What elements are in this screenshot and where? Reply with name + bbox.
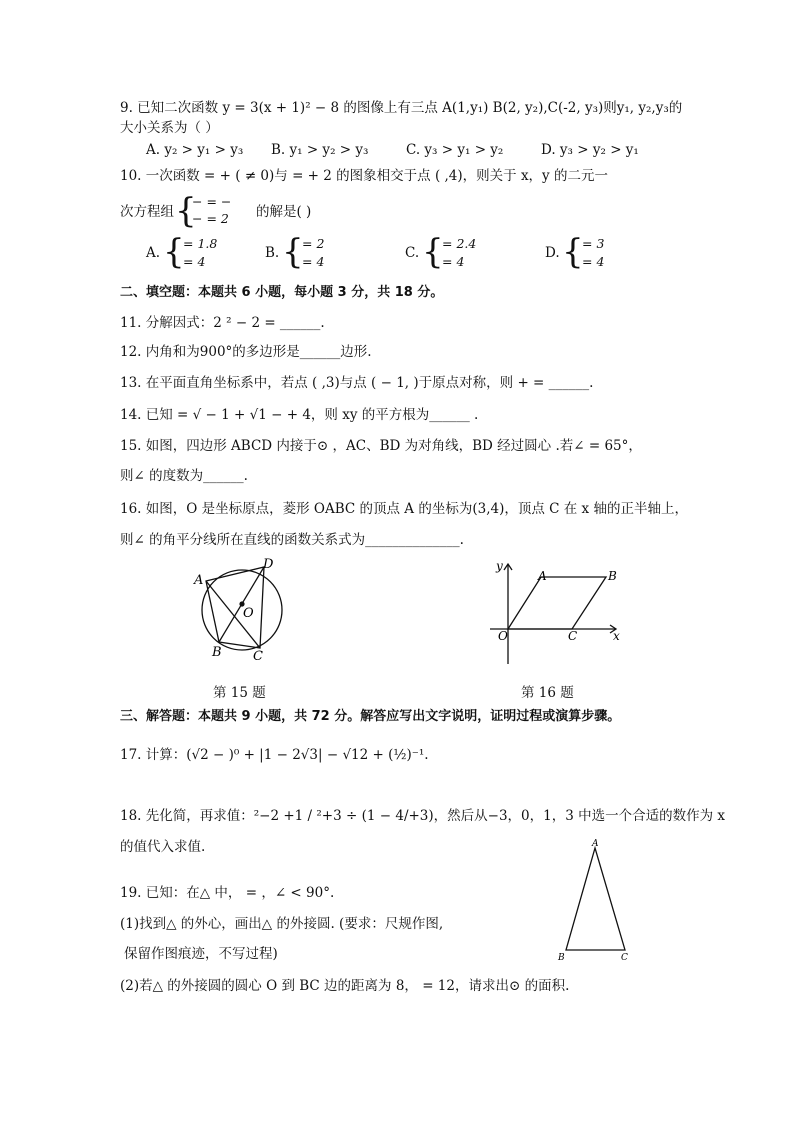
q16-line1: 16. 如图，O 是坐标原点，菱形 OABC 的顶点 A 的坐标为(3,4)，顶点 C 在 x 轴的正半轴上，: [120, 501, 688, 517]
q10-option-c-top: = 2.4: [442, 236, 477, 251]
q19-line2: (1)找到△ 的外心，画出△ 的外接圆. (要求：尺规作图,: [120, 916, 444, 932]
q13: 13. 在平面直角坐标系中，若点 ( ,3)与点 ( − 1, )于原点对称，则 + = ______.: [120, 375, 594, 391]
q10-option-d-label: D.: [545, 245, 560, 261]
q10-option-a-top: = 1.8: [183, 236, 218, 251]
fig16-label-x: x: [613, 629, 620, 643]
fig19-label-c: C: [621, 953, 628, 963]
q10-option-d-top: = 3: [582, 236, 605, 251]
fig16-label-a: A: [538, 569, 547, 583]
q12: 12. 内角和为900°的多边形是______边形.: [120, 344, 372, 360]
fig19-label-a: A: [592, 839, 599, 849]
q10-option-d-brace: {: [562, 232, 584, 272]
fig15-label-a: A: [194, 573, 204, 588]
q11: 11. 分解因式：2 ² − 2 = ______.: [120, 315, 325, 331]
q19-line4: (2)若△ 的外接圆的圆心 O 到 BC 边的距离为 8， = 12，请求出⊙ 的面积.: [120, 978, 570, 994]
figure-15-caption: 第 15 题: [213, 685, 266, 701]
q10-prefix: 次方程组: [120, 204, 174, 220]
q10-option-a-brace: {: [163, 232, 185, 272]
q10-option-b-brace: {: [282, 232, 304, 272]
q9-line1: 9. 已知二次函数 y = 3(x + 1)² − 8 的图像上有三点 A(1,y₁) B(2, y₂),C(-2, y₃)则y₁, y₂,y₃的: [120, 100, 683, 116]
q17: 17. 计算：(√2 − )⁰ + |1 − 2√3| − √12 + (½)⁻¹.: [120, 747, 429, 763]
q10-option-a-label: A.: [146, 245, 161, 261]
fig16-label-o: O: [498, 629, 508, 643]
fig15-label-c: C: [253, 649, 263, 663]
figure-15-circle-diagram: [190, 553, 300, 663]
q9-option-a: A. y₂ > y₁ > y₃: [146, 142, 244, 158]
q9-line2: 大小关系为（ ）: [120, 120, 219, 136]
q9-option-d: D. y₃ > y₂ > y₁: [541, 142, 639, 158]
section-2-heading: 二、填空题：本题共 6 小题，每小题 3 分，共 18 分。: [120, 285, 444, 300]
q19-line1: 19. 已知：在△ 中， = ，∠ < 90°.: [120, 885, 335, 901]
q16-line2: 则∠ 的角平分线所在直线的函数关系式为______________.: [120, 532, 464, 548]
q18-line2: 的值代入求值.: [120, 839, 206, 855]
q15-line1: 15. 如图，四边形 ABCD 内接于⊙ ，AC、BD 为对角线，BD 经过圆心 .若∠ = 65°，: [120, 438, 642, 454]
fig15-label-d: D: [263, 557, 274, 572]
q10-suffix: 的解是( ): [256, 204, 312, 220]
q10-option-c-label: C.: [405, 245, 420, 261]
q10-option-c-brace: {: [422, 232, 444, 272]
section-3-heading: 三、解答题：本题共 9 小题，共 72 分。解答应写出文字说明，证明过程或演算步骤。: [120, 709, 621, 724]
q10-option-b-top: = 2: [302, 236, 325, 251]
q9-option-c: C. y₃ > y₁ > y₂: [406, 142, 504, 158]
figure-16-caption: 第 16 题: [521, 685, 574, 701]
q10-system-bottom: − = 2: [192, 211, 229, 226]
q19-line3: 保留作图痕迹，不写过程): [124, 946, 278, 962]
fig19-label-b: B: [558, 953, 565, 963]
q10-line1: 10. 一次函数 = + ( ≠ 0)与 = + 2 的图象相交于点 ( ,4)，则关于 x，y 的二元一: [120, 168, 608, 184]
fig15-label-o: O: [243, 606, 254, 621]
fig15-label-b: B: [212, 645, 222, 660]
fig16-label-c: C: [568, 629, 578, 643]
figure-19-triangle: [553, 836, 633, 964]
fig16-label-b: B: [608, 569, 617, 583]
q14: 14. 已知 = √ − 1 + √1 − + 4，则 xy 的平方根为______ .: [120, 407, 479, 423]
fig16-label-y: y: [496, 559, 503, 573]
q18-line1: 18. 先化简，再求值：²−2 +1 / ²+3 ÷ (1 − 4/+3)，然后从−3，0，1，3 中选一个合适的数作为 x: [120, 808, 726, 824]
q15-line2: 则∠ 的度数为______.: [120, 468, 248, 484]
q10-option-b-label: B.: [265, 245, 280, 261]
q10-system-brace: {: [175, 191, 197, 231]
q9-option-b: B. y₁ > y₂ > y₃: [271, 142, 369, 158]
figure-16-rhombus-diagram: [486, 558, 626, 668]
q10-option-d-bottom: = 4: [582, 254, 605, 269]
q10-system-top: − = −: [192, 194, 232, 209]
q10-option-c-bottom: = 4: [442, 254, 465, 269]
q10-option-a-bottom: = 4: [183, 254, 206, 269]
q10-option-b-bottom: = 4: [302, 254, 325, 269]
